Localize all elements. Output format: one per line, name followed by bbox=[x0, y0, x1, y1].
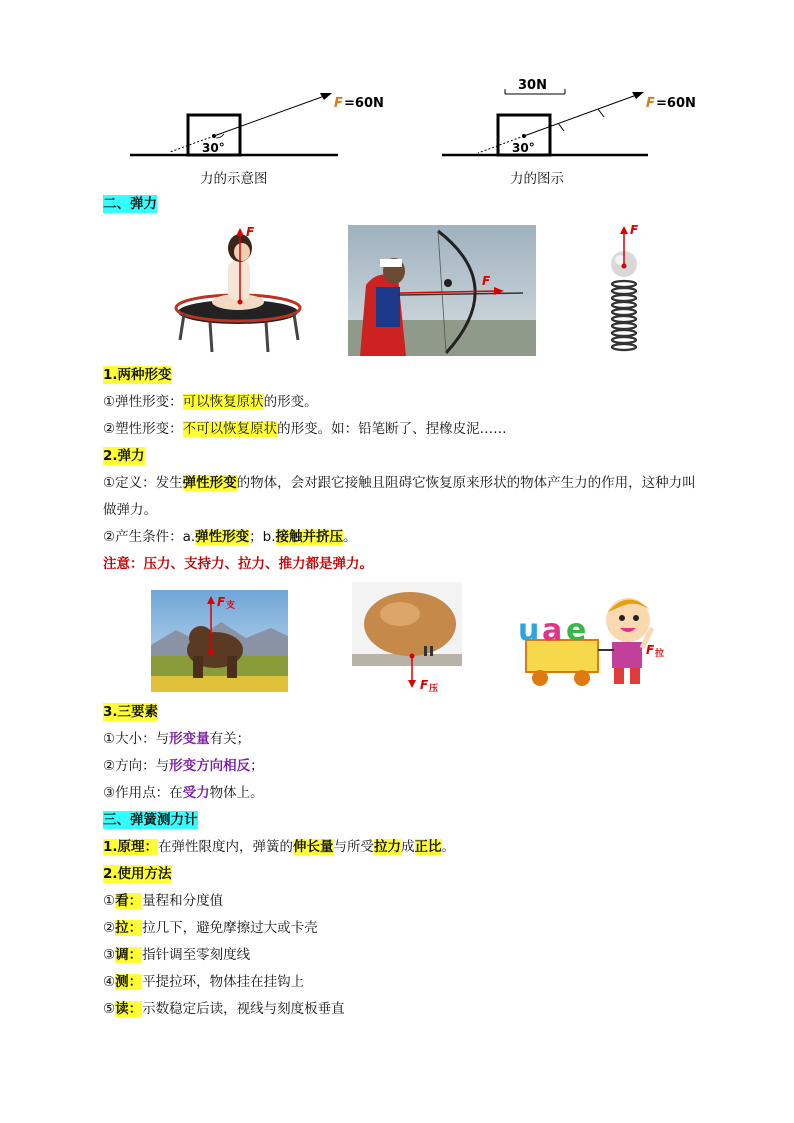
definition-line bbox=[103, 474, 696, 492]
heading-elastic-force: 2.弹力 bbox=[103, 448, 145, 464]
heading-three-elements: 3.三要素 bbox=[103, 704, 159, 720]
highlight: 可以恢复原状 bbox=[182, 394, 264, 410]
heading-two-deformations: 1.两种形变 bbox=[103, 367, 172, 383]
force-subscript: 压 bbox=[429, 684, 439, 694]
force-diagram-left bbox=[120, 80, 384, 162]
text: ；b. bbox=[249, 529, 276, 545]
number: ② bbox=[103, 920, 116, 936]
text: ①大小：与 bbox=[103, 731, 170, 747]
force-diagram-right bbox=[438, 75, 708, 162]
highlight: 弹性形变 bbox=[182, 475, 237, 491]
highlight: 拉力 bbox=[374, 839, 402, 855]
force-label: F bbox=[630, 223, 639, 237]
keyword: 拉： bbox=[115, 920, 143, 936]
usage-item bbox=[103, 919, 318, 937]
highlight: 接触并挤压 bbox=[275, 529, 344, 545]
highlight: 形变方向相反 bbox=[169, 758, 251, 774]
keyword: 读： bbox=[115, 1001, 143, 1017]
application-point-line bbox=[103, 784, 264, 802]
force-value: =60N bbox=[656, 96, 696, 111]
text: 的物体，会对跟它接触且阻碍它恢复原来形状的物体产生力的作用，这种力叫 bbox=[236, 475, 696, 491]
photo-boulder bbox=[352, 582, 462, 694]
force-symbol: F bbox=[334, 96, 343, 111]
usage-item bbox=[103, 1000, 345, 1018]
force-symbol: F bbox=[420, 678, 429, 692]
text: 的形变。 bbox=[263, 394, 318, 410]
photo-trampoline bbox=[170, 222, 306, 356]
text: 的形变。如：铅笔断了、捏橡皮泥…… bbox=[277, 421, 507, 437]
definition-line-2: 做弹力。 bbox=[103, 502, 157, 518]
text: ； bbox=[250, 758, 264, 774]
note-line: 注意：压力、支持力、拉力、推力都是弹力。 bbox=[103, 556, 373, 572]
keyword: 调： bbox=[115, 947, 143, 963]
photo-cart-cartoon bbox=[512, 590, 670, 692]
direction-line bbox=[103, 757, 264, 775]
text: 成 bbox=[401, 839, 415, 855]
plastic-deformation-line bbox=[103, 420, 507, 438]
text: 指针调至零刻度线 bbox=[142, 947, 251, 963]
text: ①弹性形变： bbox=[103, 394, 183, 410]
text: 有关； bbox=[209, 731, 251, 747]
section-title-elastic-force: 二、弹力 bbox=[103, 196, 157, 212]
text: ②塑性形变： bbox=[103, 421, 183, 437]
number: ⑤ bbox=[103, 1001, 116, 1017]
scale-label: 30N bbox=[518, 78, 547, 93]
highlight: 正比 bbox=[414, 839, 442, 855]
photo-bear bbox=[151, 590, 288, 692]
principle-line bbox=[103, 838, 455, 856]
text: 在弹性限度内，弹簧的 bbox=[158, 839, 294, 855]
number: ③ bbox=[103, 947, 116, 963]
text: 量程和分度值 bbox=[142, 893, 224, 909]
photo-spring-ball bbox=[600, 222, 648, 358]
highlight: 不可以恢复原状 bbox=[182, 421, 278, 437]
usage-item bbox=[103, 946, 250, 964]
angle-label: 30° bbox=[512, 141, 535, 155]
force-subscript: 支 bbox=[226, 601, 236, 611]
text: ③作用点：在 bbox=[103, 785, 183, 801]
force-subscript: 拉 bbox=[655, 649, 665, 659]
usage-item bbox=[103, 973, 304, 991]
decorative-letter: e bbox=[566, 613, 587, 648]
text: 平提拉环，物体挂在挂钩上 bbox=[142, 974, 305, 990]
force-symbol: F bbox=[646, 96, 655, 111]
photo-archer bbox=[348, 225, 536, 356]
highlight: 形变量 bbox=[169, 731, 210, 747]
text: 物体上。 bbox=[209, 785, 264, 801]
text: 与所受 bbox=[333, 839, 375, 855]
highlight: 受力 bbox=[182, 785, 210, 801]
text: ①定义：发生 bbox=[103, 475, 183, 491]
elastic-deformation-line bbox=[103, 393, 318, 411]
text: 。 bbox=[441, 839, 456, 855]
angle-label: 30° bbox=[202, 141, 225, 155]
text: ②产生条件：a. bbox=[103, 529, 196, 545]
heading-usage: 2.使用方法 bbox=[103, 866, 172, 882]
condition-line bbox=[103, 528, 357, 546]
text: 示数稳定后读，视线与刻度板垂直 bbox=[142, 1001, 345, 1017]
force-symbol: F bbox=[646, 643, 655, 657]
section-title-spring-scale: 三、弹簧测力计 bbox=[103, 812, 198, 828]
text: ②方向：与 bbox=[103, 758, 170, 774]
decorative-letter: u bbox=[518, 613, 540, 648]
force-value: =60N bbox=[344, 96, 384, 111]
keyword: 看： bbox=[115, 893, 143, 909]
keyword: 测： bbox=[115, 974, 143, 990]
caption-schematic: 力的示意图 bbox=[200, 171, 268, 187]
highlight: 伸长量 bbox=[293, 839, 334, 855]
force-label: F bbox=[246, 225, 255, 239]
caption-graphic: 力的图示 bbox=[510, 171, 564, 187]
force-label: F bbox=[482, 274, 491, 288]
heading-principle: 1.原理： bbox=[103, 839, 159, 855]
magnitude-line bbox=[103, 730, 250, 748]
highlight: 弹性形变 bbox=[195, 529, 250, 545]
number: ① bbox=[103, 893, 116, 909]
usage-item bbox=[103, 892, 223, 910]
number: ④ bbox=[103, 974, 116, 990]
decorative-letter: a bbox=[542, 613, 563, 648]
text: 拉几下，避免摩擦过大或卡壳 bbox=[142, 920, 318, 936]
text: 。 bbox=[343, 529, 357, 545]
force-symbol: F bbox=[217, 595, 226, 609]
